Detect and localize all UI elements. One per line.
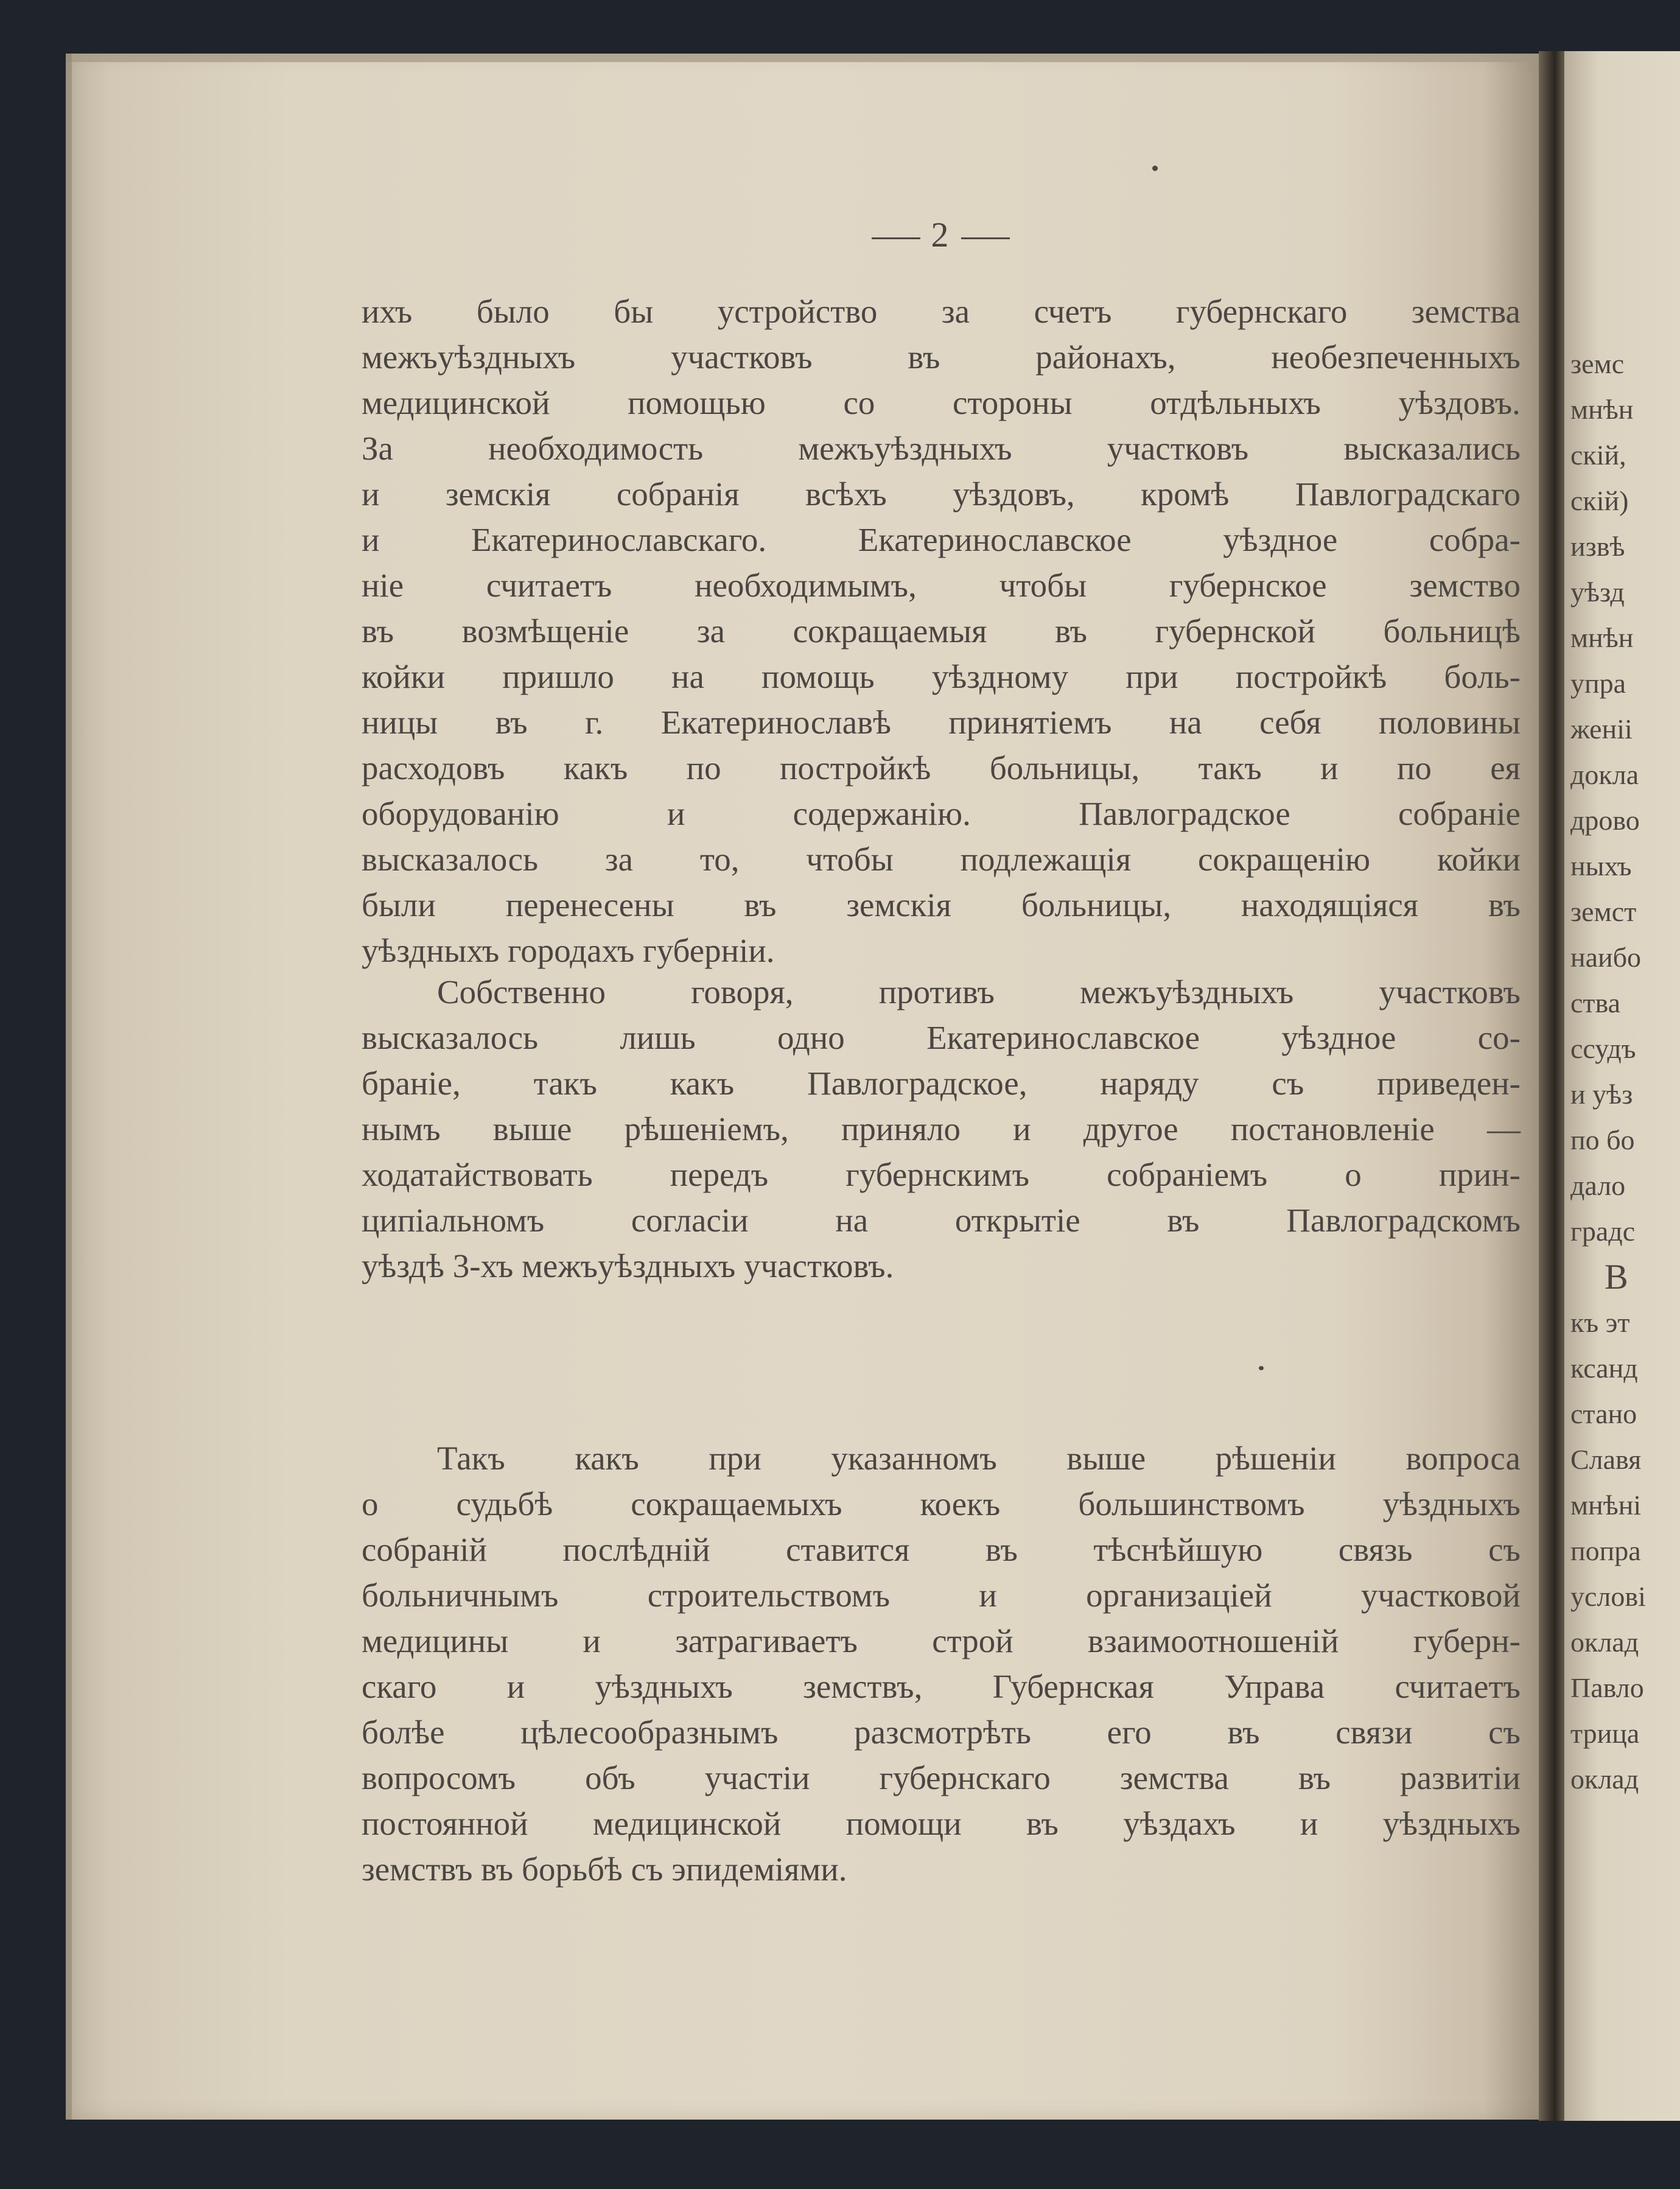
facing-page-line: оклад xyxy=(1570,1627,1639,1658)
facing-page-line: по бо xyxy=(1570,1124,1635,1155)
text-line: вопросомъ объ участіи губернскаго земства въ развитіи xyxy=(362,1759,1521,1796)
ink-speck xyxy=(1259,1366,1264,1370)
facing-page-line: и уѣз xyxy=(1570,1079,1633,1110)
page-number-dash-right xyxy=(961,237,1010,239)
facing-page-line: Славя xyxy=(1570,1444,1642,1475)
facing-page-line: Павло xyxy=(1570,1672,1644,1703)
text-line: въ возмѣщеніе за сокращаемыя въ губернской больницѣ xyxy=(362,612,1521,650)
text-line: высказалось лишь одно Екатеринославское уѣздное со- xyxy=(362,1019,1521,1056)
text-line: ципіальномъ согласіи на открытіе въ Павлоградскомъ xyxy=(362,1202,1521,1239)
text-line: ницы въ г. Екатеринославѣ принятіемъ на себя половины xyxy=(362,704,1521,741)
page-number-value: 2 xyxy=(931,215,950,254)
text-line: о судьбѣ сокращаемыхъ коекъ большинствомъ уѣздныхъ xyxy=(362,1485,1521,1522)
facing-page-line: скій) xyxy=(1570,485,1629,516)
text-line: больничнымъ строительствомъ и организаціей участковой xyxy=(362,1577,1521,1614)
text-line: скаго и уѣздныхъ земствъ, Губернская Управа считаетъ xyxy=(362,1668,1521,1705)
text-line: медицинской помощью со стороны отдѣльныхъ уѣздовъ. xyxy=(362,384,1521,421)
text-line: уѣздныхъ городахъ губерніи. xyxy=(362,932,775,969)
text-line: были перенесены въ земскія больницы, находящіяся въ xyxy=(362,886,1521,923)
facing-page-line: мнѣн xyxy=(1570,394,1634,425)
text-line: ходатайствовать передъ губернскимъ собраніемъ о прин- xyxy=(362,1156,1521,1193)
ink-speck xyxy=(1152,166,1158,171)
text-line: Собственно говоря, противъ межъуѣздныхъ участковъ xyxy=(437,973,1521,1010)
page-number-dash-left xyxy=(872,237,920,239)
facing-page-line: ства xyxy=(1570,987,1621,1018)
page-number xyxy=(840,214,1041,255)
text-line: высказалось за то, чтобы подлежащія сокращенію койки xyxy=(362,841,1521,878)
text-line: межъуѣздныхъ участковъ въ районахъ, необезпеченныхъ xyxy=(362,338,1521,376)
paragraph-1 xyxy=(362,289,1521,973)
text-line: ихъ было бы устройство за счетъ губернскаго земства xyxy=(362,293,1521,330)
paragraph-3 xyxy=(362,1435,1521,1892)
text-line: уѣздѣ 3-хъ межъуѣздныхъ участковъ. xyxy=(362,1247,894,1284)
facing-page-line: стано xyxy=(1570,1398,1637,1429)
facing-page-text xyxy=(1570,341,1680,1802)
facing-page-line: дрово xyxy=(1570,805,1640,836)
facing-page-line: ныхъ xyxy=(1570,850,1632,881)
facing-page-line: оклад xyxy=(1570,1763,1639,1795)
facing-page-line: извѣ xyxy=(1570,531,1625,562)
text-line: оборудованію и содержанію. Павлоградское собраніе xyxy=(362,795,1521,832)
text-line: За необходимость межъуѣздныхъ участковъ высказались xyxy=(362,430,1521,467)
facing-page-line: къ эт xyxy=(1570,1307,1630,1338)
facing-page-line: попра xyxy=(1570,1535,1641,1566)
facing-page-line: градс xyxy=(1570,1216,1636,1247)
facing-page-line: мнѣн xyxy=(1570,622,1634,653)
facing-page-line: трица xyxy=(1570,1718,1640,1749)
text-line: койки пришло на помощь уѣздному при постройкѣ боль- xyxy=(362,658,1521,695)
text-line: собраній послѣдній ставится въ тѣснѣйшую связь съ xyxy=(362,1531,1521,1568)
facing-page-line: наибо xyxy=(1570,942,1642,973)
facing-page-line: ксанд xyxy=(1570,1353,1638,1384)
text-line: браніе, такъ какъ Павлоградское, наряду съ приведен- xyxy=(362,1065,1521,1102)
facing-page-line: уѣзд xyxy=(1570,576,1625,608)
facing-page-line: земст xyxy=(1570,896,1637,927)
facing-page-line: дало xyxy=(1570,1170,1626,1201)
text-line: постоянной медицинской помощи въ уѣздахъ и уѣздныхъ xyxy=(362,1805,1521,1842)
book-gutter xyxy=(1539,51,1566,2121)
text-line: земствъ въ борьбѣ съ эпидеміями. xyxy=(362,1851,847,1888)
text-line: и земскія собранія всѣхъ уѣздовъ, кромѣ Павлоградскаго xyxy=(362,475,1521,513)
facing-page-line: ссудъ xyxy=(1570,1033,1636,1064)
text-line: Такъ какъ при указанномъ выше рѣшеніи вопроса xyxy=(437,1440,1521,1477)
facing-page-line: земс xyxy=(1570,348,1625,379)
facing-page-line: услові xyxy=(1570,1581,1646,1612)
facing-page-line: женіі xyxy=(1570,713,1633,744)
facing-page-line: В xyxy=(1605,1257,1628,1297)
text-line: нымъ выше рѣшеніемъ, приняло и другое постановленіе — xyxy=(362,1110,1521,1147)
text-line: медицины и затрагиваетъ строй взаимоотношеній губерн- xyxy=(362,1622,1521,1659)
text-line: расходовъ какъ по постройкѣ больницы, такъ и по ея xyxy=(362,749,1521,786)
facing-page-line: мнѣні xyxy=(1570,1490,1642,1521)
text-line: и Екатеринославскаго. Екатеринославское уѣздное собра- xyxy=(362,521,1521,558)
facing-page-line: упра xyxy=(1570,668,1626,699)
paragraph-2 xyxy=(362,969,1521,1289)
facing-page-line: докла xyxy=(1570,759,1639,790)
text-line: ніе считаетъ необходимымъ, чтобы губернское земство xyxy=(362,567,1521,604)
facing-page-line: скій, xyxy=(1570,440,1626,471)
text-line: болѣе цѣлесообразнымъ разсмотрѣть его въ связи съ xyxy=(362,1714,1521,1751)
